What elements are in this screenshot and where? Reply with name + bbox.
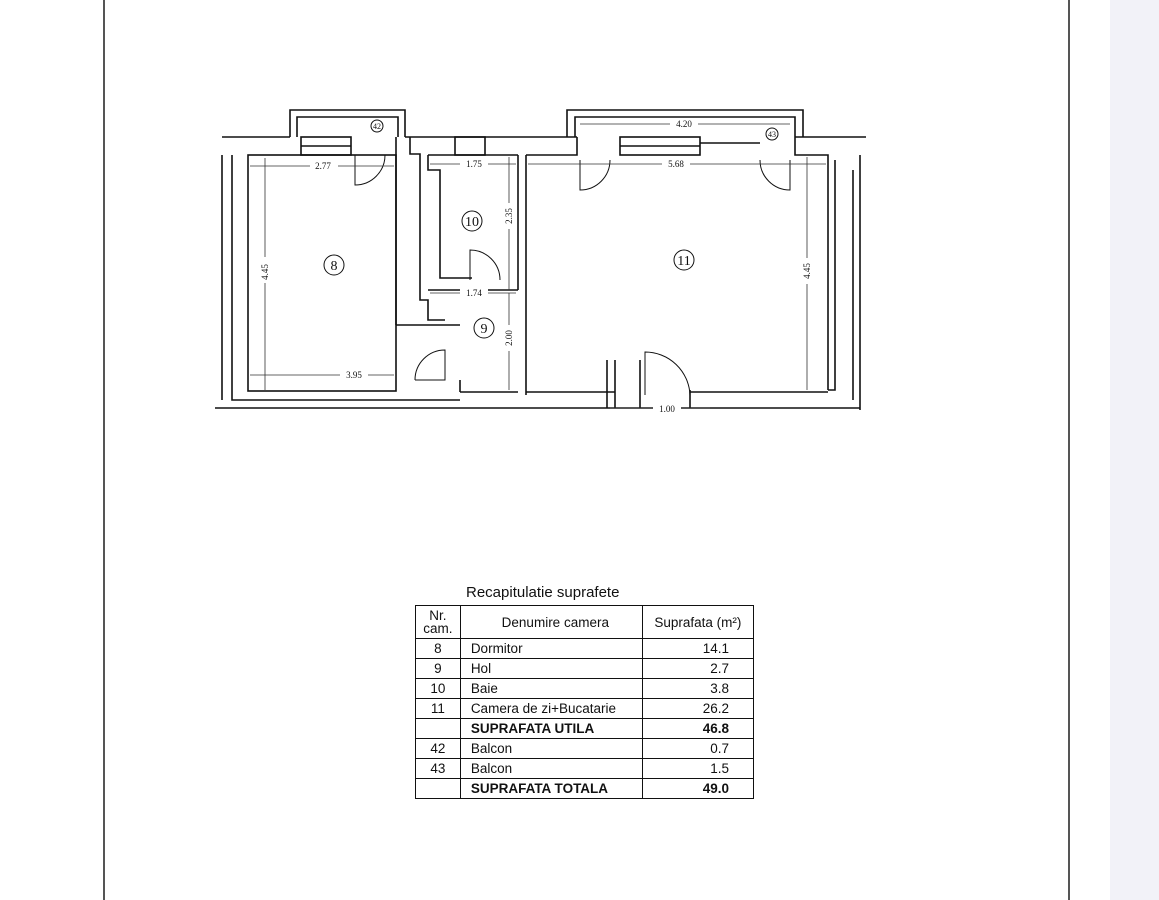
- table-row: [416, 699, 754, 719]
- room-11-label: 11: [677, 254, 691, 269]
- door-swing-hall: [415, 350, 445, 380]
- dim-room11-height: 4.45: [802, 263, 812, 279]
- balcony-43-label: 43: [768, 130, 776, 139]
- dim-balcony-left: 2.77: [315, 161, 331, 171]
- header-name: Denumire camera: [460, 606, 642, 639]
- door-swing-room11-right: [760, 160, 790, 190]
- cell-area: 1.5: [642, 759, 753, 779]
- dim-bath-height: 2.35: [504, 208, 514, 224]
- table-header-row: [416, 606, 754, 639]
- table-row: [416, 739, 754, 759]
- door-swing-bath: [470, 250, 500, 280]
- totala-row: [416, 779, 754, 799]
- totala-area: 49.0: [642, 779, 753, 799]
- room-10-label: 10: [465, 215, 479, 230]
- dim-balcony-right: 4.20: [676, 119, 692, 129]
- door-swing-room11-left: [580, 160, 610, 190]
- recap-table: [415, 605, 754, 799]
- cell-nr: 8: [416, 639, 461, 659]
- room-8-label: 8: [330, 259, 338, 274]
- table-row: [416, 659, 754, 679]
- cell-area: 3.8: [642, 679, 753, 699]
- utila-label: SUPRAFATA UTILA: [460, 719, 642, 739]
- dim-bath-width: 1.75: [466, 159, 482, 169]
- cell-name: Balcon: [460, 739, 642, 759]
- dim-room11-width: 5.68: [668, 159, 684, 169]
- cell-nr: 11: [416, 699, 461, 719]
- table-row: [416, 679, 754, 699]
- balcony-42-label: 42: [373, 122, 381, 131]
- utila-row: [416, 719, 754, 739]
- dim-hall-height: 2.00: [504, 330, 514, 346]
- cell-area: 26.2: [642, 699, 753, 719]
- cell-nr: 42: [416, 739, 461, 759]
- header-area: Suprafata (m²): [642, 606, 753, 639]
- recap-title: Recapitulatie suprafete: [466, 584, 620, 601]
- door-swing-entrance: [645, 352, 690, 395]
- cell-nr: 9: [416, 659, 461, 679]
- room-9-label: 9: [480, 322, 488, 337]
- cell-name: Hol: [460, 659, 642, 679]
- cell-nr: 10: [416, 679, 461, 699]
- balcony-42-outline: [290, 110, 405, 137]
- room-11-outline: [526, 137, 577, 155]
- cell-area: 2.7: [642, 659, 753, 679]
- cell-area: 0.7: [642, 739, 753, 759]
- door-swing-room8-balcony: [355, 155, 385, 185]
- cell-name: Camera de zi+Bucatarie: [460, 699, 642, 719]
- table-row: [416, 639, 754, 659]
- header-nr: Nr. cam.: [416, 606, 461, 639]
- cell-name: Balcon: [460, 759, 642, 779]
- totala-label: SUPRAFATA TOTALA: [460, 779, 642, 799]
- dim-hall-width: 1.74: [466, 288, 482, 298]
- cell-area: 14.1: [642, 639, 753, 659]
- dim-room8-width: 3.95: [346, 370, 362, 380]
- dim-room8-height: 4.45: [260, 264, 270, 280]
- table-row: [416, 759, 754, 779]
- cell-name: Dormitor: [460, 639, 642, 659]
- side-panel: [1110, 0, 1159, 900]
- cell-name: Baie: [460, 679, 642, 699]
- dim-entrance-width: 1.00: [659, 404, 675, 414]
- cell-nr: 43: [416, 759, 461, 779]
- utila-area: 46.8: [642, 719, 753, 739]
